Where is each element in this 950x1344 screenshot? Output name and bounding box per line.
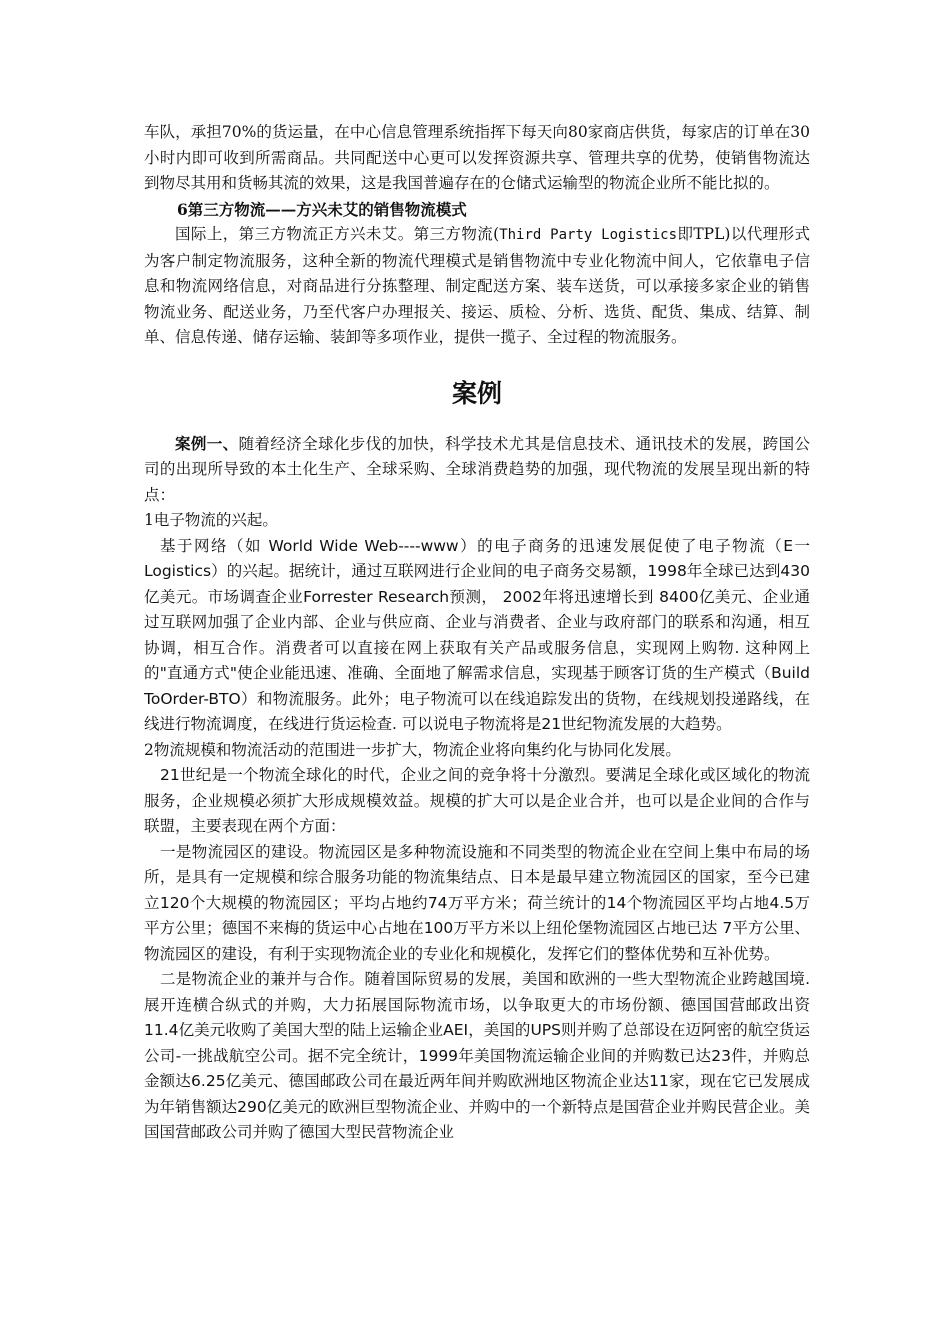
e-logistics-paragraph: 基于网络（如 World Wide Web----www）的电子商务的迅速发展促使了电子物流（E一Logistics）的兴起。据统计，通过互联网进行企业间的电子商务交易额，1998年全球已达到430亿美元。市场调查企业Forrester Research预测， 2002年将迅速增长到 8400亿美元、企业通过互联网加强了企业内部、企业与供应商、企业与消费者、企业与政府部门的联系和沟通，相互协调，相互合作。消费者可以直接在网上获取有关产品或服务信息，实现网上购物. 这种网上的"直通方式"使企业能迅速、准确、全面地了解需求信息，实现基于顾客订货的生产模式（Build ToOrder-BTO）和物流服务。此外；电子物流可以在线追踪发出的货物，在线规划投递路线，在线进行物流调度，在线进行货运检查. 可以说电子物流将是21世纪物流发展的大趋势。	[144, 536, 810, 733]
section-heading-6: 6第三方物流——方兴未艾的销售物流模式	[177, 199, 467, 219]
case1-lead-paragraph	[144, 431, 810, 509]
tpl-paragraph	[144, 222, 810, 351]
intro-paragraph: 车队，承担70%的货运量，在中心信息管理系统指挥下每天向80家商店供货，每家店的订单在30小时内即可收到所需商品。共同配送中心更可以发挥资源共享、管理共享的优势，使销售物流达到物尽其用和货畅其流的效果，这是我国普遍存在的仓储式运输型的物流企业所不能比拟的。	[144, 123, 810, 192]
case1-label: 案例一、	[175, 433, 239, 453]
tpl-english-term: Third Party Logistics	[499, 227, 678, 243]
document-page	[144, 120, 810, 1146]
tpl-paragraph-start: 国际上，第三方物流正方兴未艾。第三方物流(	[175, 225, 500, 243]
case-title: 案例	[451, 378, 502, 408]
case1-heading-2: 2物流规模和物流活动的范围进一步扩大，物流企业将向集约化与协同化发展。	[144, 740, 681, 759]
scale-paragraph: 21世纪是一个物流全球化的时代，企业之间的竞争将十分激烈。要满足全球化或区域化的物流服务，企业规模必须扩大形成规模效益。规模的扩大可以是企业合并，也可以是企业间的合作与联盟，主要表现在两个方面：	[144, 766, 810, 835]
case1-heading-1: 1电子物流的兴起。	[144, 511, 278, 529]
case1-lead-text: 随着经济全球化步伐的加快，科学技术尤其是信息技术、通讯技术的发展，跨国公司的出现所导致的本土化生产、全球采购、全球消费趋势的加强，现代物流的发展呈现出新的特点：	[144, 434, 810, 504]
logistics-park-paragraph: 一是物流园区的建设。物流园区是多种物流设施和不同类型的物流企业在空间上集中布局的场所，是具有一定规模和综合服务功能的物流集结点、日本是最早建立物流园区的国家，至今已建立120个大规模的物流园区；平均占地约74万平方米；荷兰统计的14个物流园区平均占地4.5万平方公里；德国不来梅的货运中心占地在100万平方米以上纽伦堡物流园区占地已达 7平方公里、物流园区的建设，有利于实现物流企业的专业化和规模化，发挥它们的整体优势和互补优势。	[144, 842, 810, 963]
tpl-paragraph-rest: 即TPL)以代理形式为客户制定物流服务，这种全新的物流代理模式是销售物流中专业化物流中间人，它依靠电子信息和物流网络信息，对商品进行分拣整理、制定配送方案、装车送货，可以承接多家企业的销售物流业务、配送业务，乃至代客户办理报关、接运、质检、分析、选货、配货、集成、结算、制单、信息传递、储存运输、装卸等多项作业，提供一揽子、全过程的物流服务。	[144, 225, 810, 346]
merger-paragraph: 二是物流企业的兼并与合作。随着国际贸易的发展，美国和欧洲的一些大型物流企业跨越国境. 展开连横合纵式的并购，大力拓展国际物流市场，以争取更大的市场份额、德国国营邮政出资11.4亿美元收购了美国大型的陆上运输企业AEI，美国的UPS则并购了总部设在迈阿密的航空货运公司-一挑战航空公司。据不完全统计，1999年美国物流运输企业间的并购数已达23件，并购总金额达6.25亿美元、德国邮政公司在最近两年间并购欧洲地区物流企业达11家，现在它已发展成为年销售额达290亿美元的欧洲巨型物流企业、并购中的一个新特点是国营企业并购民营企业。美国国营邮政公司并购了德国大型民营物流企业	[144, 970, 810, 1141]
